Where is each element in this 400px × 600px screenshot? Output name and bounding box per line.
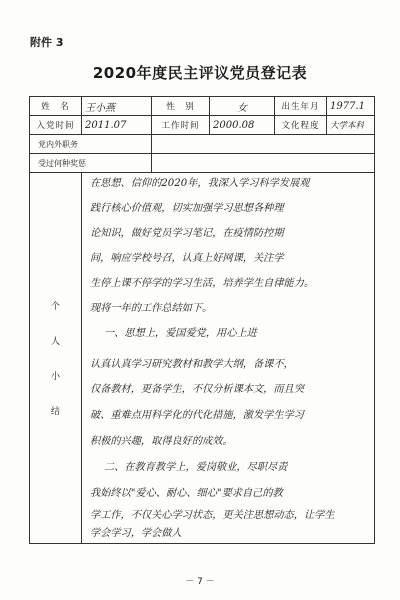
awards-value: [152, 154, 375, 173]
attachment-label: 附件 3: [30, 36, 64, 49]
summary-line: 破、重难点用科学化的代化措施，激发学生学习: [90, 410, 304, 421]
summary-line: 学会学习，学会做人: [90, 528, 182, 539]
handwritten-summary: [82, 173, 374, 543]
summary-label: [30, 173, 82, 544]
summary-label-char: 人: [50, 337, 60, 347]
page-number: － 7 －: [185, 577, 215, 587]
summary-label-char: 个: [50, 302, 60, 312]
form-row-name: [30, 97, 375, 116]
join-party-label: 入党时间: [30, 116, 82, 135]
form-row-summary: [30, 173, 375, 544]
awards-label: 受过何种奖惩: [30, 154, 152, 173]
name-label: 姓 名: [30, 97, 82, 116]
duties-label: 党内外职务: [30, 135, 152, 154]
summary-line: 践行核心价值观，切实加强学习思想各种理: [90, 203, 284, 214]
summary-line: 现将一年的工作总结如下。: [90, 303, 213, 314]
education-value: 大学本科: [327, 116, 375, 135]
form-row-duties: [30, 135, 375, 154]
birth-value: 1977.1: [327, 97, 375, 116]
gender-label: 性 别: [152, 97, 210, 116]
education-label: 文化程度: [275, 116, 327, 135]
summary-line: 积极的兴趣，取得良好的成效。: [90, 436, 233, 447]
form-row-awards: [30, 154, 375, 173]
summary-line: 一、思想上，爱国爱党，用心上进: [104, 328, 257, 339]
summary-line: 我始终以"爱心、耐心、细心"要求自己的教: [90, 488, 283, 499]
summary-line: 在思想、信仰的2020年，我深入学习科学发展观: [90, 178, 310, 189]
summary-line: 仅备教材，更备学生，不仅分析课本文，而且突: [90, 384, 304, 395]
summary-label-char: 小: [50, 372, 60, 382]
summary-line: 二、在教育教学上，爱岗敬业，尽职尽责: [104, 462, 288, 473]
registration-form: [29, 96, 375, 544]
duties-value: [152, 135, 375, 154]
work-start-value: 2000.08: [210, 116, 275, 135]
birth-label: 出生年月: [275, 97, 327, 116]
summary-line: 学工作，不仅关心学习状态，更关注思想动态，让学生: [90, 510, 335, 521]
work-start-label: 工作时间: [152, 116, 210, 135]
summary-line: 间，响应学校号召，认真上好网课，关注学: [90, 253, 284, 264]
summary-body: [82, 173, 375, 544]
form-row-dates: [30, 116, 375, 135]
summary-line: 认真认真学习研究教材和教学大纲，备课不，: [90, 359, 294, 370]
form-title: 2020年度民主评议党员登记表: [92, 64, 308, 82]
join-party-value: 2011.07: [82, 116, 152, 135]
gender-value: 女: [210, 97, 275, 116]
name-value: 王小燕: [82, 97, 152, 116]
summary-label-char: 结: [50, 407, 60, 417]
summary-line: 生停上课不停学的学习生活，培养学生自律能力。: [90, 278, 315, 289]
summary-line: 论知识，做好党员学习笔记，在疫情防控期: [90, 228, 284, 239]
